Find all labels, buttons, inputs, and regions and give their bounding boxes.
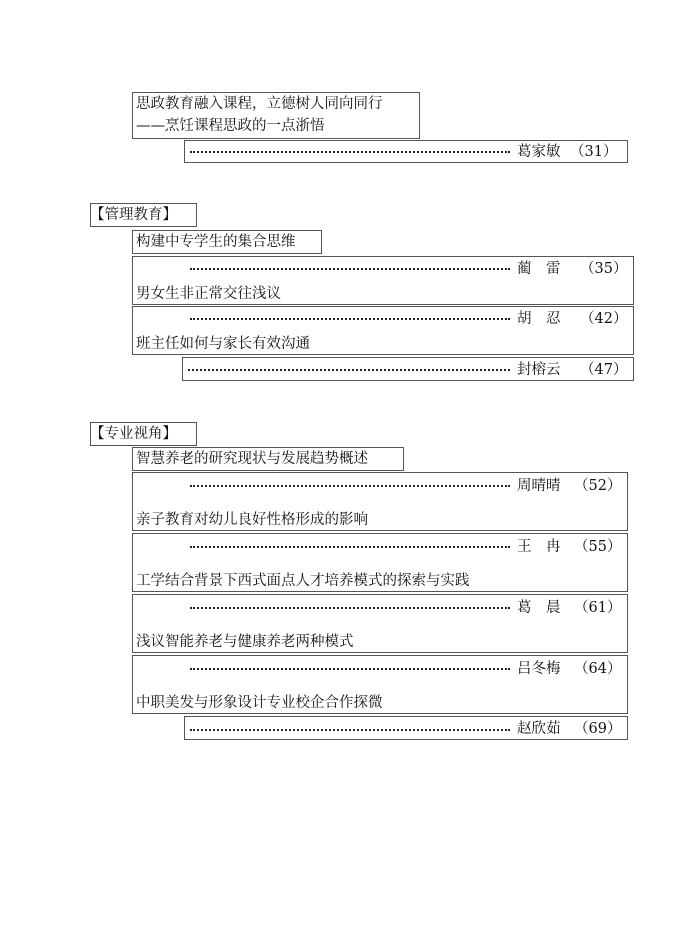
entry-author: 胡 忍 [517, 311, 561, 327]
entry-author: 蔺 雷 [517, 261, 561, 277]
entry-author: 封榕云 [517, 362, 561, 378]
leader-dots [188, 369, 510, 371]
section-label-professional: 【专业视角】 [90, 426, 177, 442]
leader-dots [190, 485, 510, 487]
entry-page: （35） [580, 261, 628, 277]
entry-title[interactable]: 亲子教育对幼儿良好性格形成的影响 [136, 512, 368, 528]
entry-author: 葛 晨 [517, 600, 561, 616]
entry-page: （61） [574, 600, 622, 616]
leader-dots [190, 318, 510, 320]
leader-dots [190, 729, 510, 731]
entry-author: 周晴晴 [517, 478, 561, 494]
leader-dots [190, 151, 510, 153]
leader-dots [190, 668, 510, 670]
entry-title-line2[interactable]: ——烹饪课程思政的一点浙悟 [136, 118, 325, 134]
entry-title[interactable]: 浅议智能养老与健康养老两种模式 [136, 634, 354, 650]
leader-dots [190, 546, 510, 548]
leader-dots [190, 607, 510, 609]
entry-title[interactable]: 男女生非正常交往浅议 [136, 286, 281, 302]
entry-page: （55） [574, 539, 622, 555]
entry-page: （52） [574, 478, 622, 494]
entry-author: 赵欣茹 [517, 721, 561, 737]
leader-dots [190, 268, 510, 270]
entry-page: （42） [580, 311, 628, 327]
entry-title[interactable]: 班主任如何与家长有效沟通 [136, 336, 310, 352]
entry-title-line1[interactable]: 思政教育融入课程，立德树人同向同行 [136, 96, 383, 112]
entry-title[interactable]: 智慧养老的研究现状与发展趋势概述 [136, 451, 368, 467]
entry-author: 葛家敏 [517, 144, 561, 160]
section-label-management: 【管理教育】 [90, 207, 177, 223]
entry-page: （64） [574, 661, 622, 677]
entry-title[interactable]: 构建中专学生的集合思维 [136, 234, 296, 250]
entry-author: 吕冬梅 [517, 661, 561, 677]
entry-page: （47） [580, 362, 628, 378]
entry-page: （69） [574, 721, 622, 737]
entry-page: （31） [570, 144, 618, 160]
author-box [184, 716, 628, 740]
entry-author: 王 冉 [517, 539, 561, 555]
entry-title[interactable]: 中职美发与形象设计专业校企合作探微 [136, 695, 383, 711]
entry-title[interactable]: 工学结合背景下西式面点人才培养模式的探索与实践 [136, 573, 470, 589]
